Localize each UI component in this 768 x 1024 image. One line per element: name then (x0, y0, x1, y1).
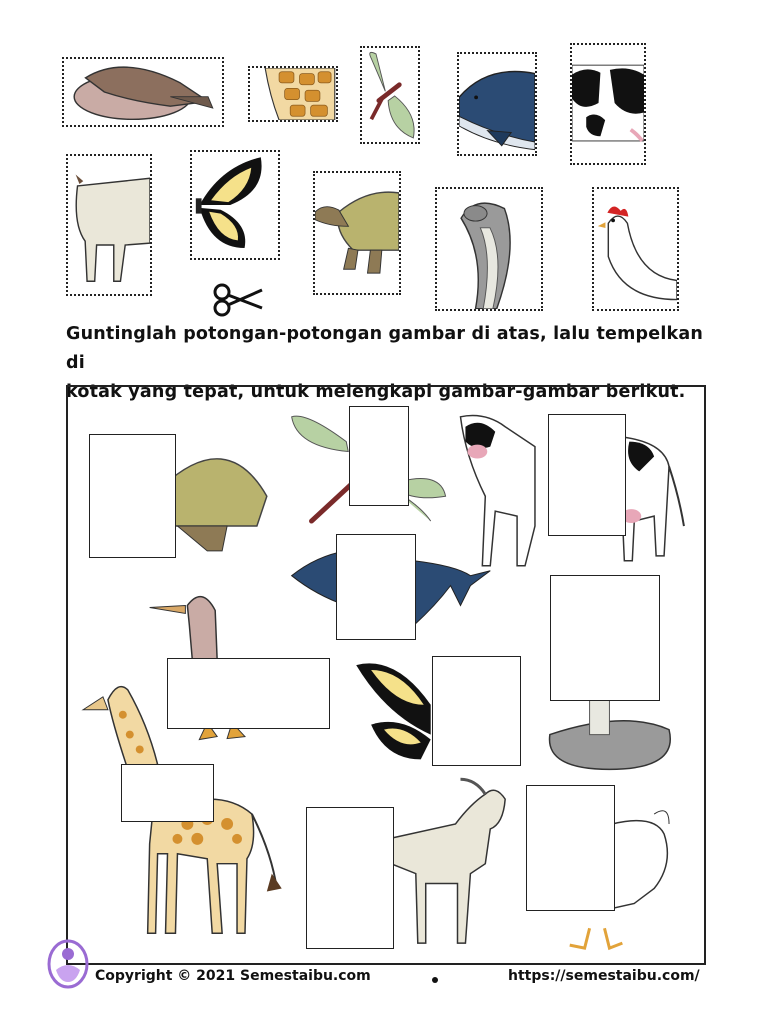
dragonfly-icon (362, 48, 418, 142)
cobra-head-piece[interactable] (435, 187, 543, 311)
duck-body-icon (64, 59, 222, 125)
giraffe-neck-slot[interactable] (121, 764, 214, 822)
goat-body-piece[interactable] (66, 154, 152, 296)
scissors-icon (212, 282, 264, 318)
cow-body-piece[interactable] (570, 43, 646, 165)
whale-head-piece[interactable] (457, 52, 537, 156)
tortoise-head-slot[interactable] (89, 434, 176, 558)
butterfly-piece[interactable] (190, 150, 280, 260)
duck-body-slot[interactable] (167, 658, 330, 729)
copyright-text: Copyright © 2021 Semestaibu.com (95, 968, 371, 984)
instruction-line-2: kotak yang tepat, untuk melengkapi gambar-gambar berikut. (66, 382, 686, 402)
goat-illustration (388, 779, 505, 943)
whale-icon (459, 54, 535, 154)
cow-icon (572, 45, 644, 163)
hen-head-slot[interactable] (526, 785, 615, 911)
butterfly-icon (192, 152, 278, 258)
whale-head-slot[interactable] (336, 534, 416, 640)
cow-body-slot[interactable] (548, 414, 626, 536)
dragonfly-body-slot[interactable] (349, 406, 409, 506)
cobra-illustration (550, 700, 671, 770)
footer-separator-dot (432, 977, 438, 983)
semestaibu-logo-icon (46, 938, 90, 990)
hen-head-piece[interactable] (592, 187, 679, 311)
activity-board (66, 385, 706, 965)
tortoise-icon (315, 173, 399, 293)
instruction-line-1: Guntinglah potongan-potongan gambar di atas, lalu tempelkan di (66, 324, 704, 373)
tortoise-illustration (163, 459, 267, 551)
goat-icon (68, 156, 150, 294)
goat-body-slot[interactable] (306, 807, 394, 949)
cobra-icon (437, 189, 541, 309)
cobra-head-slot[interactable] (550, 575, 660, 701)
butterfly-body-slot[interactable] (432, 656, 521, 766)
butterfly-illustration (356, 663, 430, 759)
giraffe-pattern-icon (250, 68, 336, 120)
tortoise-head-piece[interactable] (313, 171, 401, 295)
duck-body-piece[interactable] (62, 57, 224, 127)
website-link[interactable]: https://semestaibu.com/ (508, 968, 700, 984)
hen-icon (594, 189, 677, 309)
dragonfly-piece[interactable] (360, 46, 420, 144)
giraffe-neck-piece[interactable] (248, 66, 338, 122)
